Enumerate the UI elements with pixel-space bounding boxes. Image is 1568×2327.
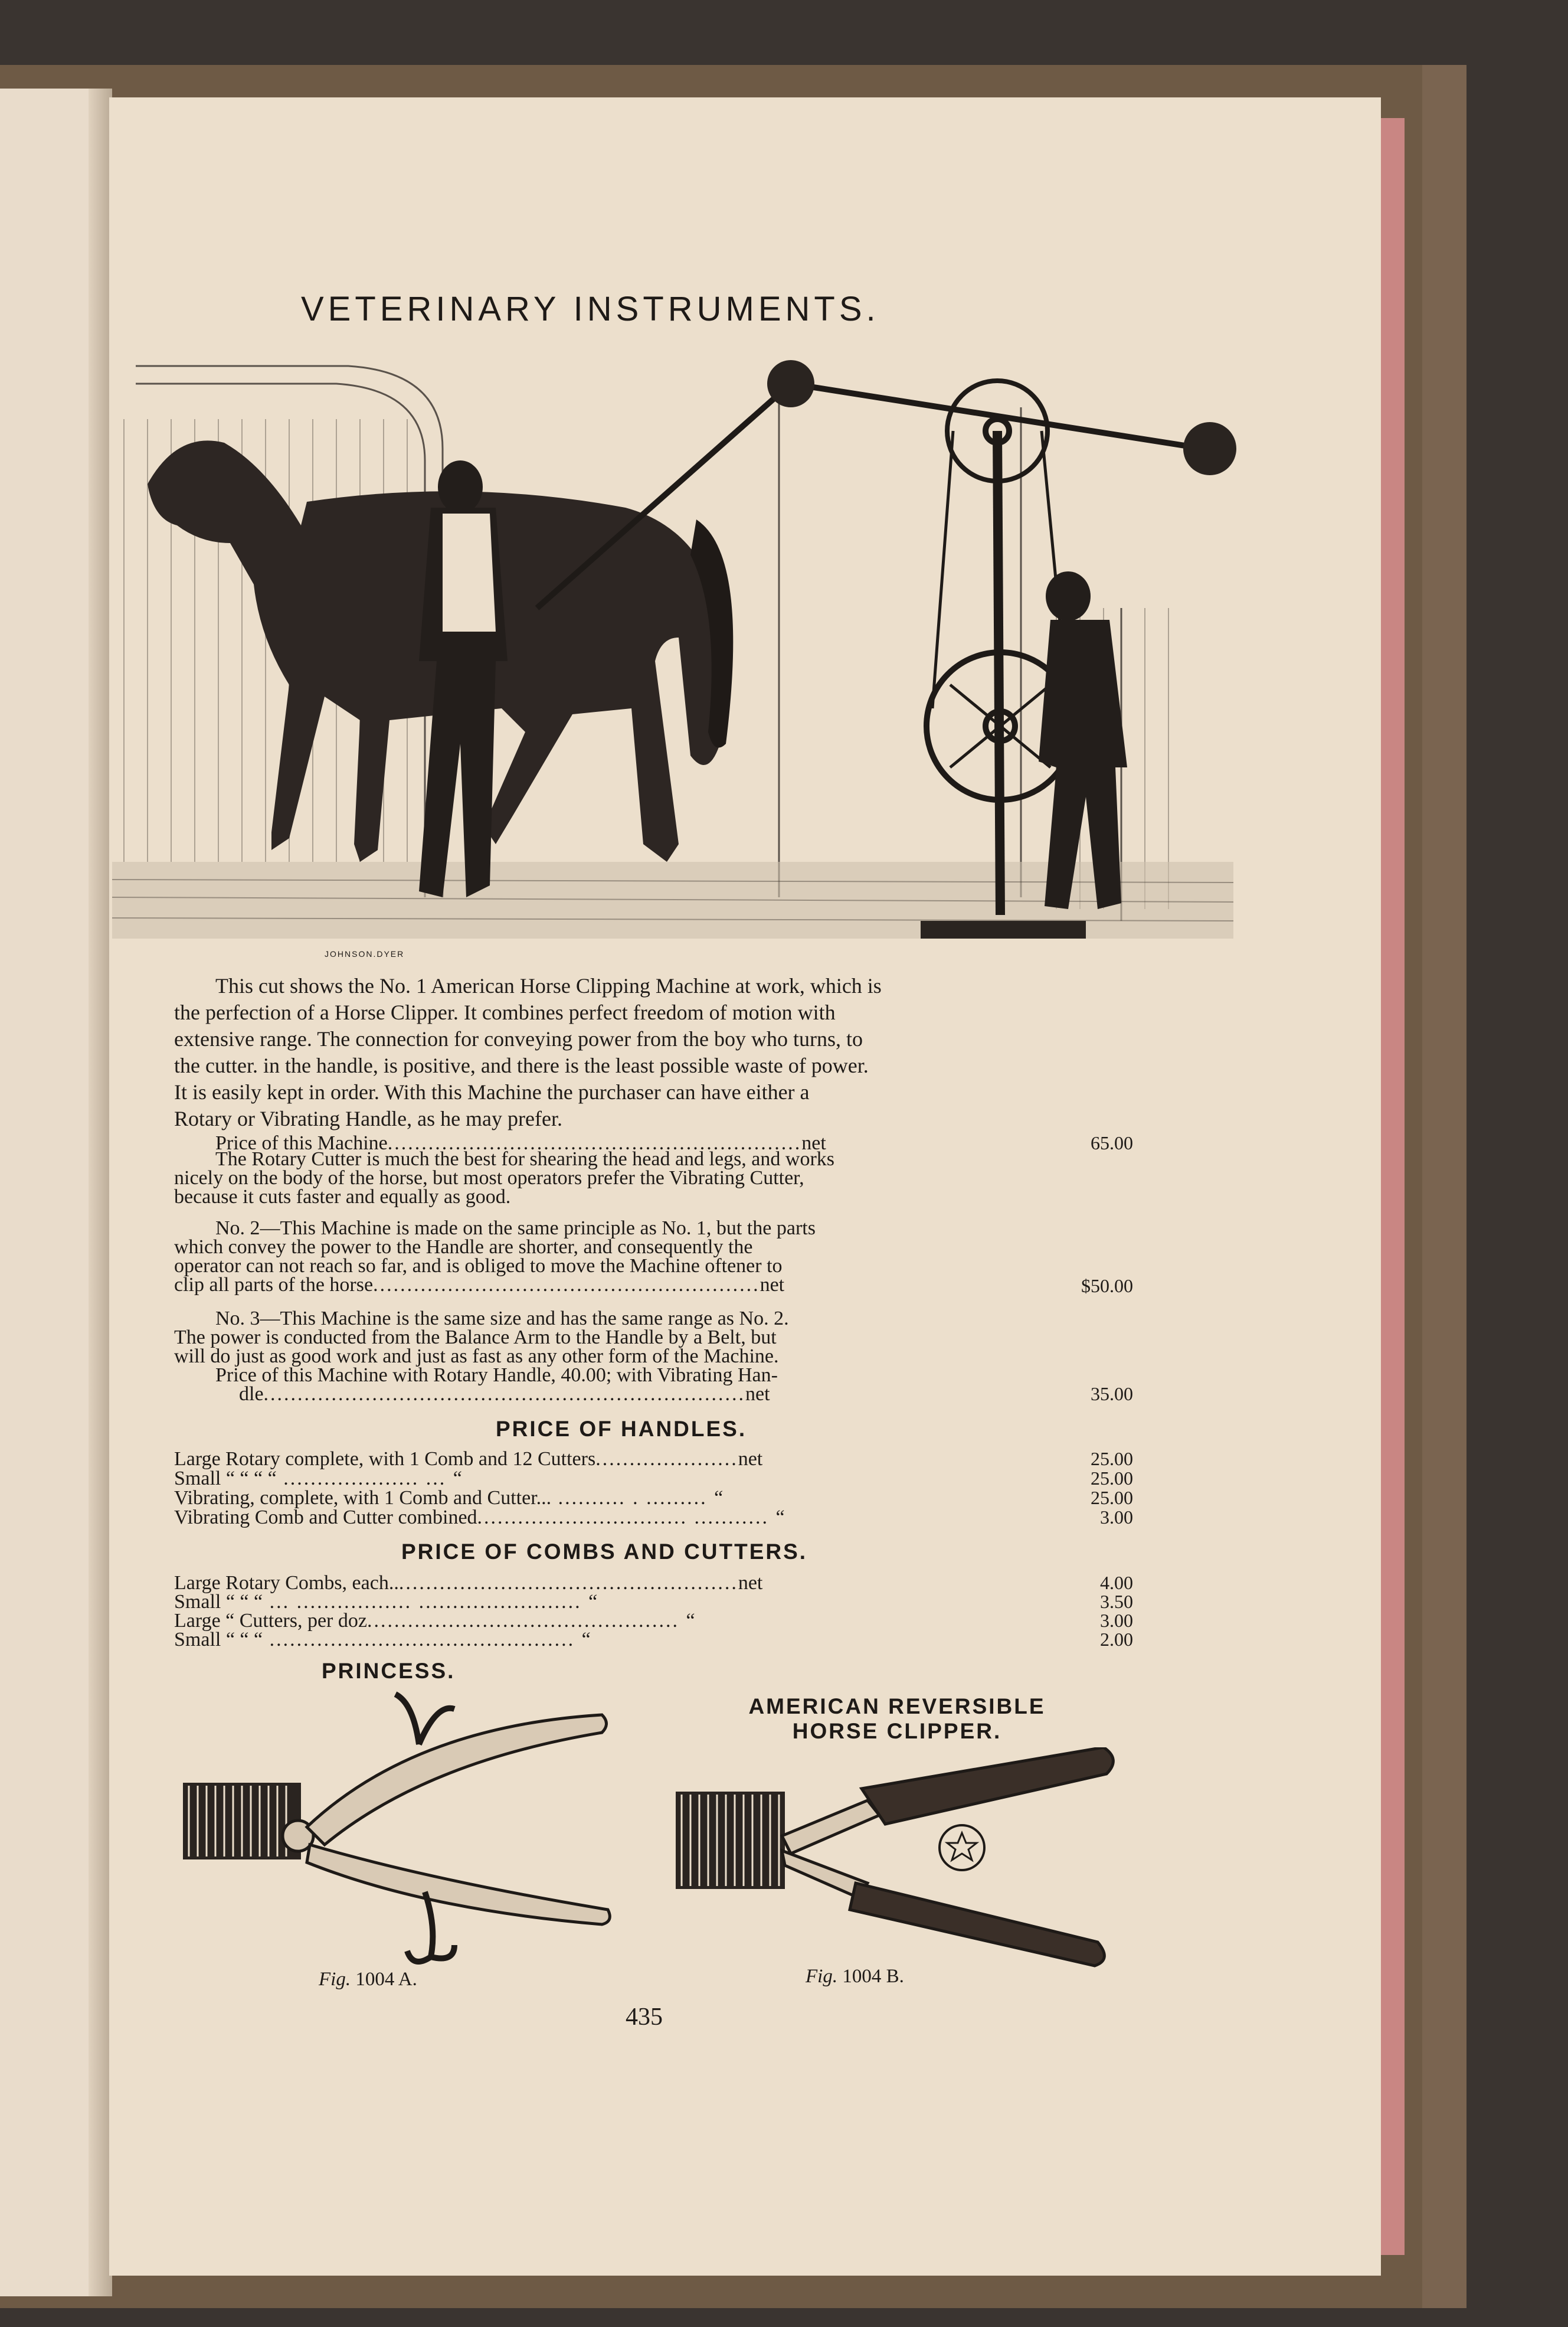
princess-heading: PRINCESS. <box>322 1659 456 1683</box>
no3-net: net <box>745 1383 770 1405</box>
intro-line: This cut shows the No. 1 American Horse Clipping Machine at work, which is <box>215 974 882 998</box>
no3-line: Price of this Machine with Rotary Handle, 40.00; with Vibrating Han- <box>215 1364 778 1386</box>
handle-row: Vibrating Comb and Cutter combined............................... ........... “ <box>174 1506 785 1528</box>
handle-price: 25.00 <box>1091 1487 1133 1508</box>
no2-description: No. 2—This Machine is made on the same principle as No. 1, but the parts which convey the power to the Handle are shorter, and consequently the operator can not reach so far, and is obliged to move the Machine oftener to clip all parts of the horse.........................................................net <box>174 1219 1059 1295</box>
intro-paragraph <box>174 973 1130 1132</box>
comb-row: Large Rotary Combs, each....................................................net <box>174 1572 763 1594</box>
handle-price: 3.00 <box>1100 1506 1133 1528</box>
rotary-note-line: because it cuts faster and equally as good. <box>174 1186 511 1208</box>
intro-line: It is easily kept in order. With this Machine the purchaser can have either a <box>174 1080 810 1104</box>
intro-line: the perfection of a Horse Clipper. It combines perfect freedom of motion with <box>174 1001 836 1024</box>
no3-line: will do just as good work and just as fast as any other form of the Machine. <box>174 1345 779 1367</box>
machine-price-row: Price of this Machine.............................................................net <box>215 1132 826 1154</box>
comb-price: 4.00 <box>1100 1572 1133 1593</box>
comb-price: 3.50 <box>1100 1591 1133 1612</box>
machine-price-label: Price of this Machine <box>215 1132 388 1154</box>
american-heading-line: HORSE CLIPPER. <box>792 1719 1002 1743</box>
red-page-edges <box>1381 118 1405 2255</box>
no3-last-line: dle <box>239 1383 264 1405</box>
book-gutter <box>89 89 112 2296</box>
handle-row: Large Rotary complete, with 1 Comb and 12 Cutters.....................net <box>174 1448 763 1470</box>
combs-heading: PRICE OF COMBS AND CUTTERS. <box>401 1540 808 1564</box>
no3-description: No. 3—This Machine is the same size and has the same range as No. 2. The power is conducted from the Balance Arm to the Handle by a Belt, but will do just as good work and just as fast as any other form of the Machine. Price of this Machine with Rotary Handle, 40.00; with Vibrating Han- dle.......................................................................net <box>174 1309 1059 1404</box>
intro-line: the cutter. in the handle, is positive, and there is the least possible waste of power. <box>174 1054 869 1077</box>
comb-row: Large “ Cutters, per doz.............................................. “ <box>174 1610 695 1632</box>
no2-price: $50.00 <box>1081 1275 1133 1296</box>
rotary-note-line: nicely on the body of the horse, but most operators prefer the Vibrating Cutter, <box>174 1167 804 1189</box>
intro-line: extensive range. The connection for conveying power from the boy who turns, to <box>174 1027 863 1051</box>
no3-line: The power is conducted from the Balance Arm to the Handle by a Belt, but <box>174 1326 777 1348</box>
book-spine-edge <box>1422 65 1466 2308</box>
american-caption: Fig. 1004 B. <box>806 1966 904 1987</box>
machine-price-net: net <box>801 1132 826 1154</box>
comb-row: Small “ “ “ ............................................. “ <box>174 1629 591 1651</box>
engraver-credit: JOHNSON.DYER <box>325 949 405 959</box>
horse-clipping-engraving <box>112 331 1251 950</box>
machine-price-value: 65.00 <box>1091 1132 1133 1153</box>
handle-price: 25.00 <box>1091 1448 1133 1469</box>
no3-line: No. 3—This Machine is the same size and has the same range as No. 2. <box>215 1308 789 1329</box>
page-title: VETERINARY INSTRUMENTS. <box>301 290 880 328</box>
page-number: 435 <box>626 2004 663 2031</box>
rotary-note-line: The Rotary Cutter is much the best for shearing the head and legs, and works <box>215 1148 835 1170</box>
no2-line: which convey the power to the Handle are shorter, and consequently the <box>174 1236 753 1258</box>
handle-row: Small “ “ “ “ .................... ... “ <box>174 1468 462 1489</box>
rotary-note <box>174 1150 1130 1207</box>
handle-row: Vibrating, complete, with 1 Comb and Cutter... .......... . ......... “ <box>174 1487 724 1509</box>
princess-clipper-illustration <box>177 1691 649 1975</box>
comb-row: Small “ “ “ ... ................. ........................ “ <box>174 1591 598 1613</box>
american-heading <box>708 1694 1086 1744</box>
comb-price: 2.00 <box>1100 1629 1133 1650</box>
no3-price: 35.00 <box>1091 1383 1133 1404</box>
comb-price: 3.00 <box>1100 1610 1133 1631</box>
no2-last-line: clip all parts of the horse <box>174 1274 374 1296</box>
no2-line: No. 2—This Machine is made on the same principle as No. 1, but the parts <box>215 1217 816 1239</box>
no2-line: operator can not reach so far, and is obliged to move the Machine oftener to <box>174 1255 783 1277</box>
intro-line: Rotary or Vibrating Handle, as he may prefer. <box>174 1107 562 1130</box>
left-page-fragment <box>0 89 100 2296</box>
handle-price: 25.00 <box>1091 1468 1133 1489</box>
handles-heading: PRICE OF HANDLES. <box>496 1417 747 1441</box>
american-heading-line: AMERICAN REVERSIBLE <box>748 1694 1046 1718</box>
princess-caption: Fig. 1004 A. <box>319 1969 417 1990</box>
no2-net: net <box>760 1274 785 1296</box>
american-reversible-clipper-illustration <box>673 1747 1121 1972</box>
